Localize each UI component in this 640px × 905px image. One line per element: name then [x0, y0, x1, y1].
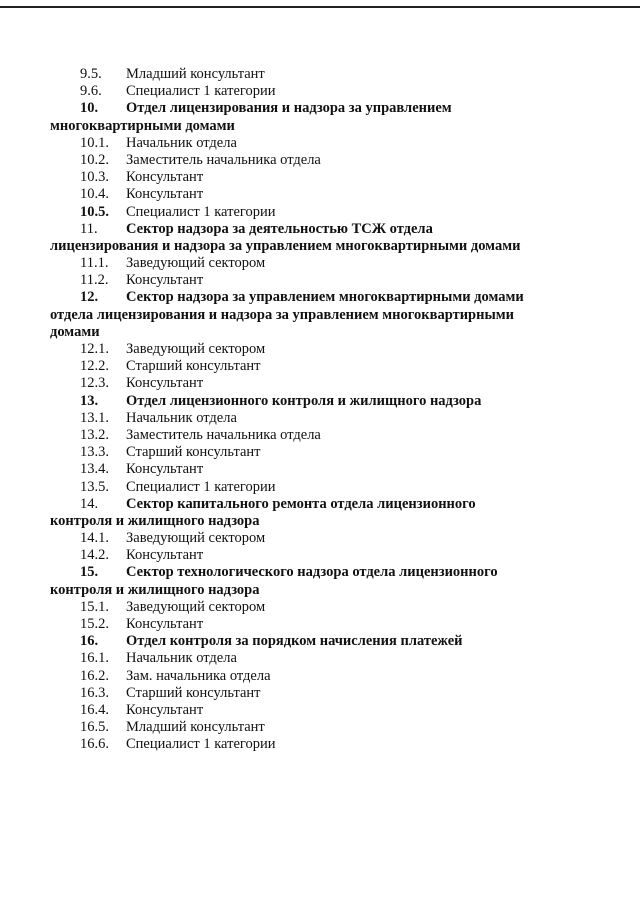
- item-number: 9.5.: [80, 66, 102, 82]
- position-title: Заведующий сектором: [126, 255, 266, 272]
- list-item: [46, 255, 606, 272]
- position-title: Зам. начальника отдела: [126, 667, 271, 684]
- list-item: [46, 650, 606, 667]
- item-number: 16.6.: [80, 736, 109, 753]
- position-title: Заведующий сектором: [126, 598, 266, 615]
- item-number: 12.3.: [80, 375, 109, 392]
- item-number: 10.1.: [80, 134, 109, 151]
- list-item: [46, 100, 606, 117]
- item-number: 11.: [80, 220, 98, 237]
- list-item-continuation: [46, 307, 606, 324]
- section-heading-continuation: отдела лицензирования и надзора за управлением многоквартирными: [50, 306, 515, 323]
- item-number: 12.2.: [80, 358, 109, 375]
- item-number: 15.: [80, 564, 99, 581]
- list-item: [46, 427, 606, 444]
- item-number: 13.3.: [80, 444, 109, 461]
- position-title: Старший консультант: [126, 684, 261, 701]
- section-heading-continuation: контроля и жилищного надзора: [50, 512, 260, 529]
- position-title: Младший консультант: [126, 66, 265, 82]
- item-number: 16.4.: [80, 701, 109, 718]
- position-title: Консультант: [126, 375, 204, 392]
- item-number: 10.: [80, 100, 99, 117]
- position-title: Консультант: [126, 547, 204, 564]
- list-item: [46, 547, 606, 564]
- position-title: Заместитель начальника отдела: [126, 426, 321, 443]
- document-body: [46, 66, 606, 754]
- list-item: [46, 135, 606, 152]
- list-item-continuation: [46, 582, 606, 599]
- section-heading-continuation: лицензирования и надзора за управлением многоквартирными домами: [50, 237, 521, 254]
- list-item: [46, 272, 606, 289]
- list-item: [46, 702, 606, 719]
- list-item-continuation: [46, 118, 606, 135]
- item-number: 16.: [80, 633, 99, 650]
- section-heading: Сектор капитального ремонта отдела лицензионного: [126, 495, 476, 512]
- item-number: 13.4.: [80, 461, 109, 478]
- page-top-border: [0, 6, 640, 8]
- position-title: Старший консультант: [126, 444, 261, 461]
- item-number: 10.2.: [80, 151, 109, 168]
- item-number: 13.2.: [80, 426, 109, 443]
- item-number: 15.1.: [80, 598, 109, 615]
- list-item: [46, 204, 606, 221]
- list-item: [46, 83, 606, 100]
- list-item: [46, 479, 606, 496]
- list-item: [46, 169, 606, 186]
- list-item-continuation: [46, 513, 606, 530]
- item-number: 16.1.: [80, 650, 109, 667]
- section-heading: Сектор надзора за деятельностью ТСЖ отдела: [126, 220, 433, 237]
- position-title: Младший консультант: [126, 719, 265, 736]
- list-item: [46, 375, 606, 392]
- item-number: 14.2.: [80, 547, 109, 564]
- item-number: 9.6.: [80, 83, 102, 100]
- position-title: Консультант: [126, 701, 204, 718]
- item-number: 10.3.: [80, 169, 109, 186]
- item-number: 10.5.: [80, 203, 109, 220]
- item-number: 10.4.: [80, 186, 109, 203]
- list-item: [46, 736, 606, 753]
- position-title: Заведующий сектором: [126, 341, 266, 357]
- item-number: 16.2.: [80, 667, 109, 684]
- position-title: Заместитель начальника отдела: [126, 151, 321, 168]
- list-item: [46, 66, 606, 83]
- list-item: [46, 633, 606, 650]
- list-item: [46, 564, 606, 581]
- item-number: 14.: [80, 495, 99, 512]
- list-item: [46, 186, 606, 203]
- list-item: [46, 461, 606, 478]
- section-heading: Отдел лицензирования и надзора за управлением: [126, 100, 452, 117]
- item-number: 12.1.: [80, 341, 109, 357]
- list-item-continuation: [46, 324, 606, 341]
- position-title: Начальник отдела: [126, 409, 237, 426]
- position-title: Специалист 1 категории: [126, 83, 276, 100]
- position-title: Специалист 1 категории: [126, 736, 276, 753]
- list-item: [46, 152, 606, 169]
- list-item: [46, 496, 606, 513]
- section-heading: Сектор технологического надзора отдела лицензионного: [126, 564, 498, 581]
- position-title: Консультант: [126, 169, 204, 186]
- section-heading-continuation: многоквартирными домами: [50, 117, 235, 134]
- item-number: 16.5.: [80, 719, 109, 736]
- list-item: [46, 358, 606, 375]
- list-item: [46, 530, 606, 547]
- section-heading-continuation: домами: [50, 323, 100, 340]
- item-number: 12.: [80, 289, 99, 306]
- list-item: [46, 393, 606, 410]
- list-item-continuation: [46, 238, 606, 255]
- list-item: [46, 221, 606, 238]
- item-number: 11.1.: [80, 255, 109, 272]
- position-title: Консультант: [126, 272, 204, 289]
- position-title: Старший консультант: [126, 358, 261, 375]
- item-number: 13.1.: [80, 409, 109, 426]
- position-title: Консультант: [126, 616, 204, 632]
- position-title: Заведующий сектором: [126, 530, 266, 547]
- position-title: Начальник отдела: [126, 134, 237, 151]
- item-number: 16.3.: [80, 684, 109, 701]
- list-item: [46, 410, 606, 427]
- list-item: [46, 685, 606, 702]
- position-title: Консультант: [126, 461, 204, 478]
- section-heading: Сектор надзора за управлением многоквартирными домами: [126, 289, 524, 306]
- list-item: [46, 599, 606, 616]
- list-item: [46, 444, 606, 461]
- item-number: 14.1.: [80, 530, 109, 547]
- section-heading-continuation: контроля и жилищного надзора: [50, 581, 260, 598]
- item-number: 13.: [80, 392, 99, 409]
- item-number: 11.2.: [80, 272, 109, 289]
- position-title: Консультант: [126, 186, 204, 203]
- list-item: [46, 341, 606, 358]
- list-item: [46, 719, 606, 736]
- list-item: [46, 616, 606, 633]
- section-heading: Отдел контроля за порядком начисления платежей: [126, 633, 463, 650]
- list-item: [46, 289, 606, 306]
- item-number: 13.5.: [80, 478, 109, 495]
- item-number: 15.2.: [80, 616, 109, 632]
- position-title: Начальник отдела: [126, 650, 237, 667]
- position-title: Специалист 1 категории: [126, 203, 276, 220]
- list-item: [46, 668, 606, 685]
- section-heading: Отдел лицензионного контроля и жилищного надзора: [126, 392, 482, 409]
- position-title: Специалист 1 категории: [126, 478, 276, 495]
